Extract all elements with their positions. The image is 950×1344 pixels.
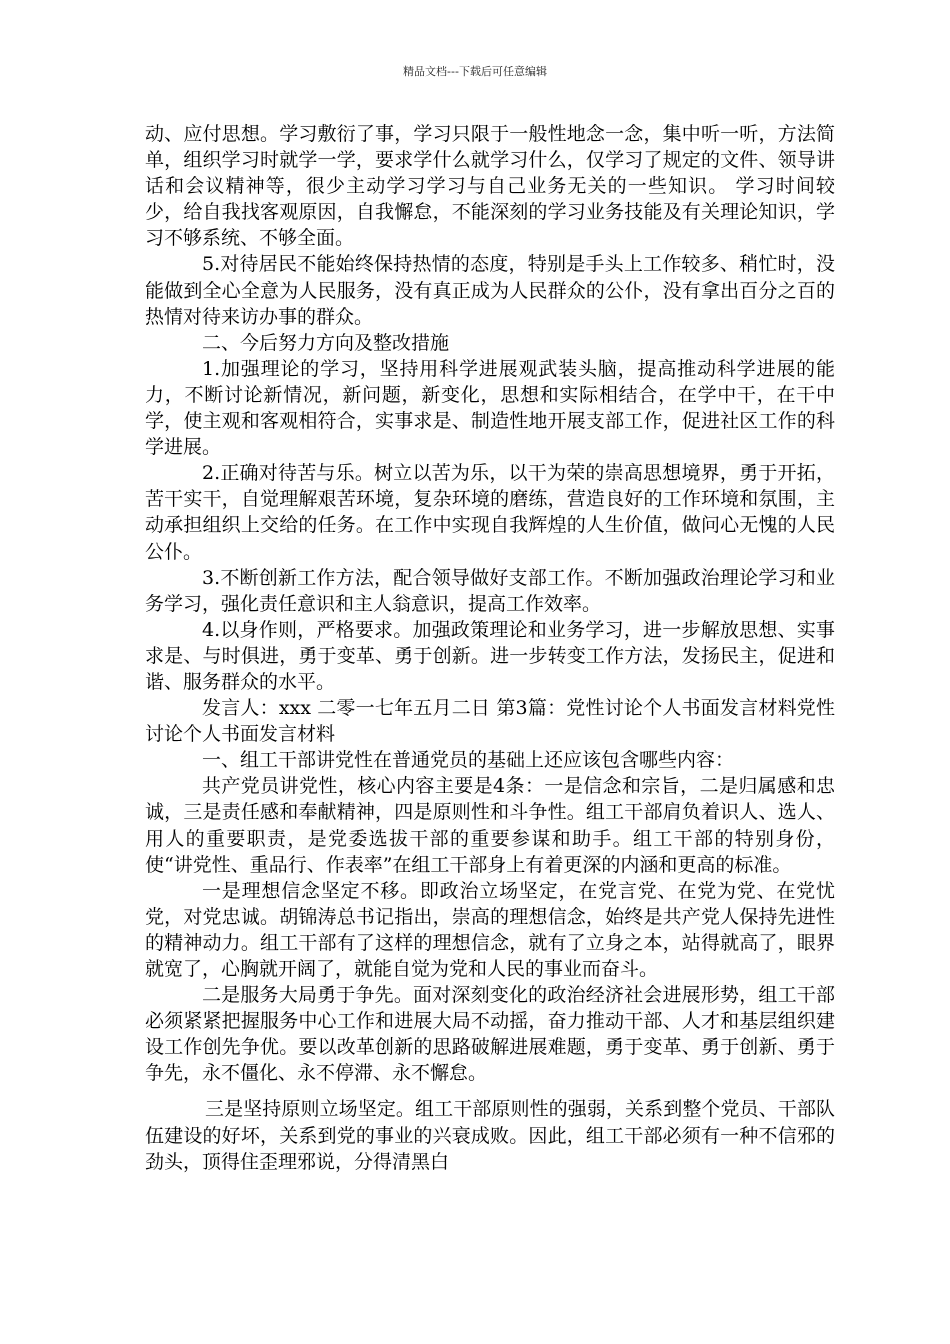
section-heading-improvement: 二、今后努力方向及整改措施 xyxy=(202,331,450,354)
document-body xyxy=(145,121,835,1175)
paragraph-measure-3: 3.不断创新工作方法，配合领导做好支部工作。不断加强政治理论学习和业务学习，强化责任意识和主人翁意识，提高工作效率。 xyxy=(145,566,835,615)
paragraph-point-3: 三是坚持原则立场坚定。组工干部原则性的强弱，关系到整个党员、干部队伍建设的好坏，关系到党的事业的兴衰成败。因此，组工干部必须有一种不信邪的劲头，顶得住歪理邪说，分得清黑白 xyxy=(145,1098,835,1173)
paragraph-continuation: 动、应付思想。学习敷衍了事，学习只限于一般性地念一念，集中听一听，方法简单，组织学习时就学一学，要求学什么就学习什么，仅学习了规定的文件、领导讲话和会议精神等，很少主动学习学习与自己业务无关的一些知识。 学习时间较少，给自我找客观原因，自我懈怠，不能深刻的学习业务技能及有关理论知识，学习不够系统、不够全面。 xyxy=(145,123,835,250)
paragraph-measure-1: 1.加强理论的学习，坚持用科学进展观武装头脑，提高推动科学进展的能力，不断讨论新情况，新问题，新变化，思想和实际相结合，在学中干，在干中学，使主观和客观相符合，实事求是、制造性地开展支部工作，促进社区工作的科学进展。 xyxy=(145,357,835,459)
paragraph-item-5: 5.对待居民不能始终保持热情的态度，特别是手头上工作较多、稍忙时，没能做到全心全意为人民服务，没有真正成为人民群众的公仆，没有拿出百分之百的热情对待来访办事的群众。 xyxy=(145,253,835,328)
paragraph-point-1: 一是理想信念坚定不移。即政治立场坚定，在党言党、在党为党、在党忧党，对党忠诚。胡锦涛总书记指出，崇高的理想信念，始终是共产党人保持先进性的精神动力。组工干部有了这样的理想信念，就有了立身之本，站得就高了，眼界就宽了，心胸就开阔了，就能自觉为党和人民的事业而奋斗。 xyxy=(145,879,835,980)
page-header: 精品文档---下载后可任意编辑 xyxy=(403,65,547,78)
paragraph-point-2: 二是服务大局勇于争先。面对深刻变化的政治经济社会进展形势，组工干部必须紧紧把握服务中心工作和进展大局不动摇，奋力推动干部、人才和基层组织建设工作创先争优。要以改革创新的思路破解进展难题，勇于变革、勇于创新、勇于争先，永不僵化、永不停滞、永不懈怠。 xyxy=(145,984,835,1085)
paragraph-speaker-line: 发言人：xxx 二零一七年五月二日 第3篇：党性讨论个人书面发言材料党性讨论个人书面发言材料 xyxy=(145,697,835,746)
section-heading-party-spirit: 一、组工干部讲党性在普通党员的基础上还应该包含哪些内容： xyxy=(202,749,735,772)
paragraph-measure-4: 4.以身作则，严格要求。加强政策理论和业务学习，进一步解放思想、实事求是、与时俱进，勇于变革、勇于创新。进一步转变工作方法，发扬民主，促进和谐、服务群众的水平。 xyxy=(145,618,835,693)
paragraph-core-content: 共产党员讲党性，核心内容主要是4条：一是信念和宗旨，二是归属感和忠诚，三是责任感和奉献精神，四是原则性和斗争性。组工干部肩负着识人、选人、用人的重要职责，是党委选拔干部的重要参谋和助手。组工干部的特别身份，使“讲党性、重品行、作表率”在组工干部身上有着更深的内涵和更高的标准。 xyxy=(145,775,835,876)
paragraph-measure-2: 2.正确对待苦与乐。树立以苦为乐，以干为荣的崇高思想境界，勇于开拓，苦干实干，自觉理解艰苦环境，复杂环境的磨练，营造良好的工作环境和氛围，主动承担组织上交给的任务。在工作中实现自我辉煌的人生价值，做问心无愧的人民公仆。 xyxy=(145,462,835,563)
